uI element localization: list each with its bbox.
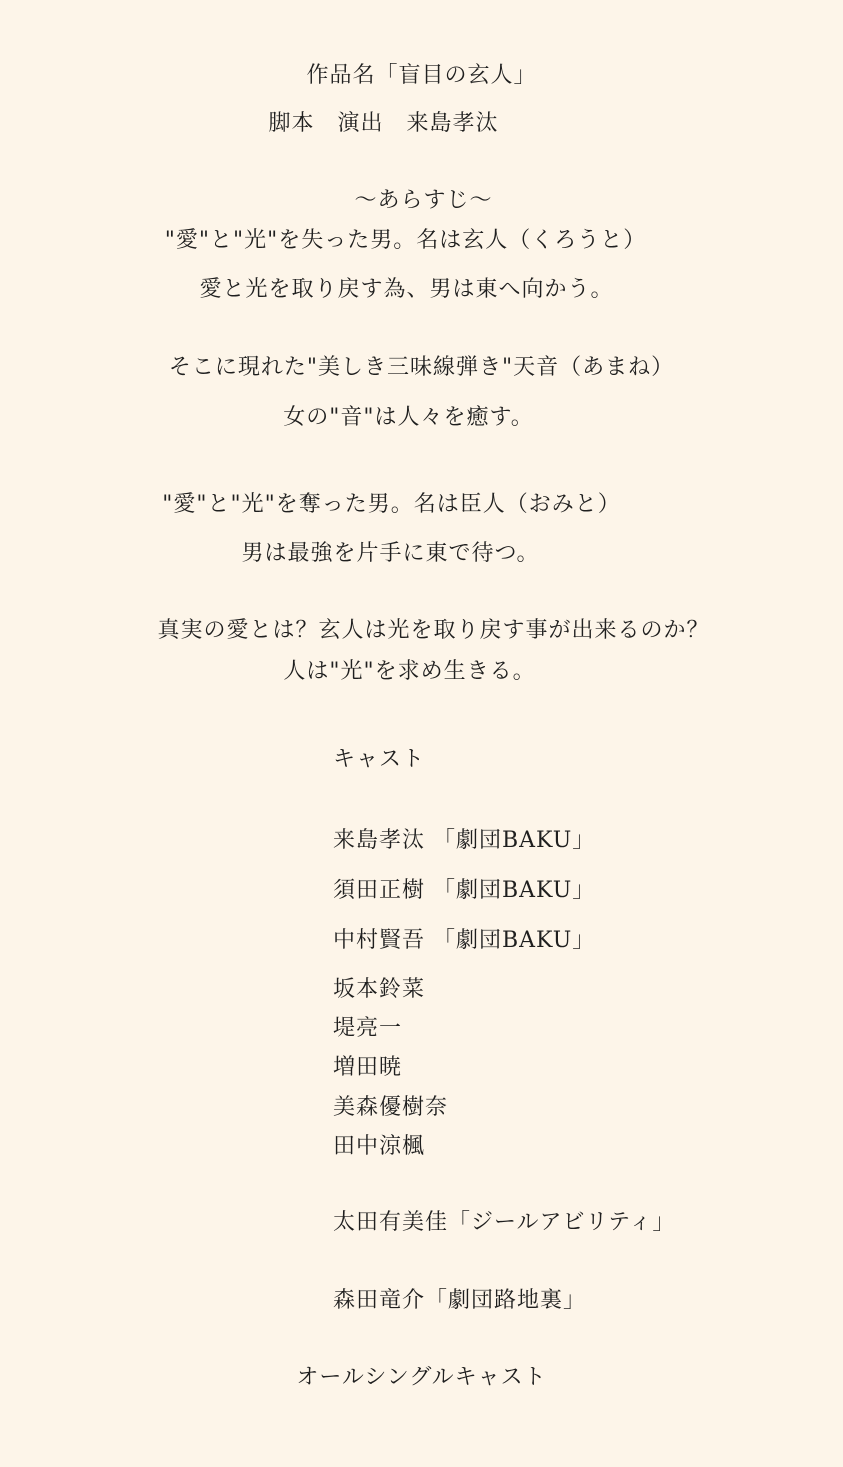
cast-member: 坂本鈴菜 — [333, 977, 426, 1002]
cast-member: 堤亮一 — [333, 1016, 403, 1041]
synopsis-line: 女の"音"は人々を癒す。 — [283, 405, 534, 430]
cast-member: 須田正樹 「劇団BAKU」 — [333, 878, 596, 903]
all-single-cast-note: オールシングルキャスト — [296, 1365, 547, 1390]
cast-member: 田中涼楓 — [333, 1134, 426, 1159]
cast-member: 中村賢吾 「劇団BAKU」 — [333, 928, 596, 953]
synopsis-line: "愛"と"光"を奪った男。名は臣人（おみと） — [162, 492, 621, 517]
synopsis-line: 人は"光"を求め生きる。 — [283, 659, 536, 684]
work-title: 作品名「盲目の玄人」 — [306, 63, 537, 88]
cast-member: 太田有美佳「ジールアビリティ」 — [333, 1210, 676, 1235]
cast-member: 美森優樹奈 — [333, 1095, 449, 1120]
synopsis-line: 愛と光を取り戻す為、男は東へ向かう。 — [199, 277, 614, 302]
cast-member: 増田暁 — [333, 1055, 403, 1080]
synopsis-line: そこに現れた"美しき三味線弾き"天音（あまね） — [168, 355, 675, 380]
cast-member: 森田竜介「劇団路地裏」 — [333, 1288, 587, 1313]
synopsis-heading: 〜あらすじ〜 — [354, 188, 493, 213]
cast-member: 来島孝汰 「劇団BAKU」 — [333, 828, 596, 853]
synopsis-line: "愛"と"光"を失った男。名は玄人（くろうと） — [164, 228, 647, 253]
script-director-credit: 脚本 演出 来島孝汰 — [268, 111, 499, 136]
synopsis-line: 男は最強を片手に東で待つ。 — [241, 541, 540, 566]
synopsis-line: 真実の愛とは？玄人は光を取り戻す事が出来るのか？ — [157, 618, 710, 643]
cast-heading: キャスト — [333, 747, 426, 772]
